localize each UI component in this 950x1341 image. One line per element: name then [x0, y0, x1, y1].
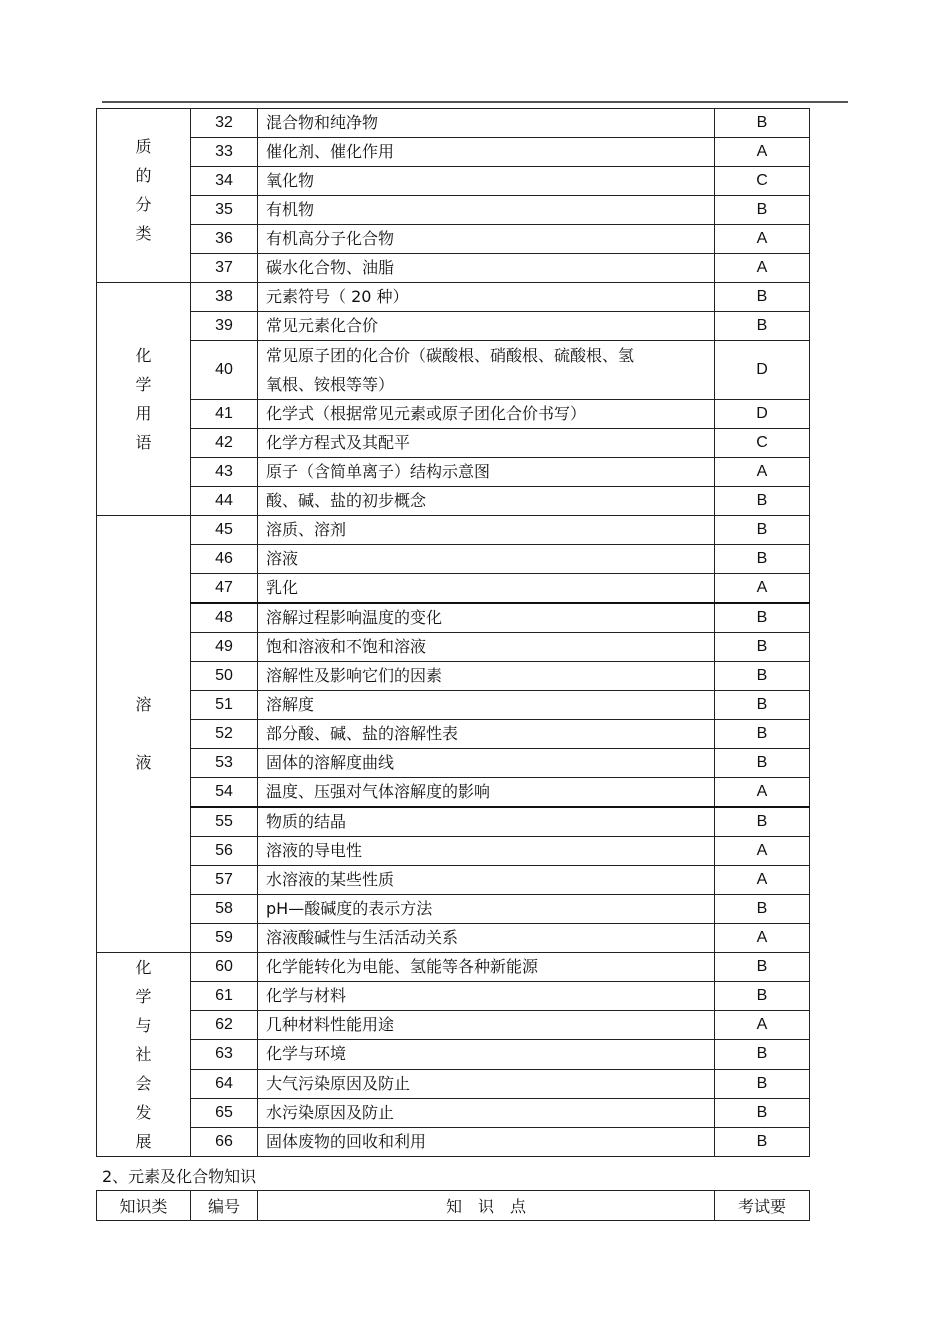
table-row	[97, 312, 810, 341]
table-row	[97, 138, 810, 167]
item-number: 60	[191, 953, 258, 982]
item-number: 52	[191, 720, 258, 749]
table-row	[97, 982, 810, 1011]
table-row	[97, 691, 810, 720]
item-number: 41	[191, 400, 258, 429]
exam-requirement: A	[715, 778, 810, 808]
item-number: 51	[191, 691, 258, 720]
table-row	[97, 720, 810, 749]
knowledge-point: 溶解过程影响温度的变化	[258, 603, 715, 633]
knowledge-point: 元素符号（ 20 种）	[258, 283, 715, 312]
item-number: 49	[191, 633, 258, 662]
table-row	[97, 749, 810, 778]
exam-requirement: A	[715, 866, 810, 895]
item-number: 45	[191, 516, 258, 545]
knowledge-point: 化学与环境	[258, 1040, 715, 1069]
knowledge-point: 常见原子团的化合价（碳酸根、硝酸根、硫酸根、氢 氧根、铵根等等）	[258, 341, 715, 400]
table-row	[97, 545, 810, 574]
knowledge-point: 饱和溶液和不饱和溶液	[258, 633, 715, 662]
exam-requirement: B	[715, 807, 810, 837]
knowledge-point: 溶解性及影响它们的因素	[258, 662, 715, 691]
item-number: 43	[191, 458, 258, 487]
item-number: 53	[191, 749, 258, 778]
exam-requirement: B	[715, 1098, 810, 1127]
table-row	[97, 603, 810, 633]
item-number: 50	[191, 662, 258, 691]
item-number: 55	[191, 807, 258, 837]
category-cell	[97, 283, 191, 516]
knowledge-point: 部分酸、碱、盐的溶解性表	[258, 720, 715, 749]
item-number: 40	[191, 341, 258, 400]
knowledge-point: 原子（含简单离子）结构示意图	[258, 458, 715, 487]
table-row	[97, 109, 810, 138]
item-number: 35	[191, 196, 258, 225]
table-row	[97, 953, 810, 982]
knowledge-point: 固体废物的回收和利用	[258, 1127, 715, 1156]
exam-requirement: B	[715, 720, 810, 749]
category-cell	[97, 516, 191, 953]
table-row	[97, 807, 810, 837]
exam-requirement: B	[715, 953, 810, 982]
knowledge-point: 化学方程式及其配平	[258, 429, 715, 458]
knowledge-point: 混合物和纯净物	[258, 109, 715, 138]
item-number: 46	[191, 545, 258, 574]
section-title: 2、元素及化合物知识	[102, 1167, 257, 1186]
knowledge-point: 温度、压强对气体溶解度的影响	[258, 778, 715, 808]
knowledge-point: 有机物	[258, 196, 715, 225]
knowledge-point: 化学式（根据常见元素或原子团化合价书写）	[258, 400, 715, 429]
item-number: 32	[191, 109, 258, 138]
table-row	[97, 400, 810, 429]
table-row	[97, 167, 810, 196]
exam-requirement: B	[715, 516, 810, 545]
table-row	[97, 1069, 810, 1098]
item-number: 47	[191, 574, 258, 604]
knowledge-point: 几种材料性能用途	[258, 1011, 715, 1040]
item-number: 62	[191, 1011, 258, 1040]
table-row	[97, 254, 810, 283]
exam-requirement: B	[715, 487, 810, 516]
exam-requirement: A	[715, 574, 810, 604]
knowledge-point: 催化剂、催化作用	[258, 138, 715, 167]
exam-requirement: A	[715, 1011, 810, 1040]
table-row	[97, 866, 810, 895]
knowledge-point: 有机高分子化合物	[258, 225, 715, 254]
knowledge-point: 溶解度	[258, 691, 715, 720]
exam-requirement: B	[715, 633, 810, 662]
knowledge-point: 溶液	[258, 545, 715, 574]
exam-requirement: D	[715, 400, 810, 429]
item-number: 57	[191, 866, 258, 895]
knowledge-point: 常见元素化合价	[258, 312, 715, 341]
exam-requirement: B	[715, 749, 810, 778]
knowledge-point: 溶液酸碱性与生活活动关系	[258, 924, 715, 953]
category-cell	[97, 109, 191, 283]
section2-header-table	[96, 1190, 810, 1221]
table-row	[97, 574, 810, 604]
item-number: 61	[191, 982, 258, 1011]
exam-requirement: B	[715, 895, 810, 924]
exam-requirement: B	[715, 109, 810, 138]
header-knowledge-point: 知 识 点	[258, 1191, 715, 1221]
table-row	[97, 778, 810, 808]
category-label: 化 学 用 语	[135, 346, 152, 452]
knowledge-point: 大气污染原因及防止	[258, 1069, 715, 1098]
knowledge-point: 碳水化合物、油脂	[258, 254, 715, 283]
table-row	[97, 1011, 810, 1040]
knowledge-point: 溶液的导电性	[258, 837, 715, 866]
item-number: 39	[191, 312, 258, 341]
exam-requirement: A	[715, 458, 810, 487]
item-number: 58	[191, 895, 258, 924]
item-number: 42	[191, 429, 258, 458]
knowledge-table	[96, 108, 810, 1157]
table-row	[97, 283, 810, 312]
exam-requirement: A	[715, 924, 810, 953]
knowledge-point: 溶质、溶剂	[258, 516, 715, 545]
header-row	[97, 1191, 810, 1221]
knowledge-point: 化学与材料	[258, 982, 715, 1011]
item-number: 34	[191, 167, 258, 196]
table-row	[97, 837, 810, 866]
category-label: 质 的 分 类	[135, 136, 152, 243]
exam-requirement: B	[715, 196, 810, 225]
exam-requirement: B	[715, 1127, 810, 1156]
table-row	[97, 924, 810, 953]
table-row	[97, 1098, 810, 1127]
top-rule	[102, 101, 848, 103]
table-row	[97, 458, 810, 487]
exam-requirement: C	[715, 167, 810, 196]
item-number: 56	[191, 837, 258, 866]
exam-requirement: A	[715, 837, 810, 866]
exam-requirement: B	[715, 1040, 810, 1069]
item-number: 33	[191, 138, 258, 167]
category-label: 溶 液	[135, 695, 152, 772]
knowledge-point: 酸、碱、盐的初步概念	[258, 487, 715, 516]
header-number: 编号	[191, 1191, 258, 1221]
category-cell	[97, 953, 191, 1157]
table-row	[97, 1127, 810, 1156]
exam-requirement: A	[715, 254, 810, 283]
exam-requirement: B	[715, 312, 810, 341]
knowledge-point: 水溶液的某些性质	[258, 866, 715, 895]
knowledge-point: 乳化	[258, 574, 715, 604]
table-row	[97, 895, 810, 924]
table-row	[97, 633, 810, 662]
category-label: 化 学 与 社 会 发 展	[135, 958, 152, 1151]
knowledge-point: 化学能转化为电能、氢能等各种新能源	[258, 953, 715, 982]
knowledge-point: 水污染原因及防止	[258, 1098, 715, 1127]
knowledge-point: pH—酸碱度的表示方法	[258, 895, 715, 924]
header-category: 知识类	[97, 1191, 191, 1221]
table-row	[97, 225, 810, 254]
knowledge-point: 固体的溶解度曲线	[258, 749, 715, 778]
exam-requirement: B	[715, 1069, 810, 1098]
header-requirement: 考试要	[715, 1191, 810, 1221]
exam-requirement: B	[715, 283, 810, 312]
item-number: 59	[191, 924, 258, 953]
knowledge-point: 物质的结晶	[258, 807, 715, 837]
exam-requirement: B	[715, 545, 810, 574]
knowledge-point: 氧化物	[258, 167, 715, 196]
table-row	[97, 341, 810, 400]
item-number: 63	[191, 1040, 258, 1069]
table-row	[97, 516, 810, 545]
table-row	[97, 662, 810, 691]
item-number: 44	[191, 487, 258, 516]
exam-requirement: B	[715, 603, 810, 633]
exam-requirement: D	[715, 341, 810, 400]
item-number: 64	[191, 1069, 258, 1098]
item-number: 65	[191, 1098, 258, 1127]
item-number: 36	[191, 225, 258, 254]
exam-requirement: B	[715, 691, 810, 720]
table-row	[97, 429, 810, 458]
exam-requirement: C	[715, 429, 810, 458]
table-row	[97, 487, 810, 516]
item-number: 38	[191, 283, 258, 312]
exam-requirement: A	[715, 138, 810, 167]
exam-requirement: B	[715, 662, 810, 691]
item-number: 54	[191, 778, 258, 808]
exam-requirement: A	[715, 225, 810, 254]
item-number: 37	[191, 254, 258, 283]
exam-requirement: B	[715, 982, 810, 1011]
table-row	[97, 1040, 810, 1069]
item-number: 48	[191, 603, 258, 633]
item-number: 66	[191, 1127, 258, 1156]
table-row	[97, 196, 810, 225]
